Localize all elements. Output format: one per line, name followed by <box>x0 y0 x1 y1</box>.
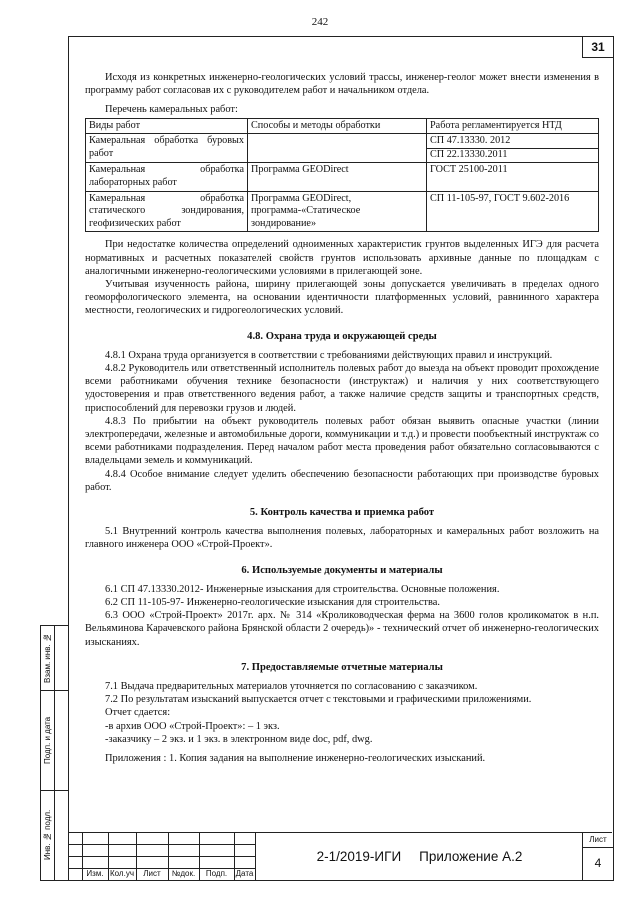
page-number: 242 <box>311 16 329 28</box>
report-copy-archive: -в архив ООО «Строй-Проект»: – 1 экз. <box>105 720 280 732</box>
table-header-cell: Способы и методы обработки <box>248 118 427 134</box>
work-method <box>248 134 427 163</box>
ntd-line: СП 47.13330. 2012 <box>427 135 598 149</box>
work-ntd <box>427 134 599 163</box>
work-type: Камеральная обработка буровых работ <box>89 135 244 159</box>
document-body <box>85 71 599 765</box>
work-ntd: ГОСТ 25100-2011 <box>427 163 599 191</box>
table-header-cell: Работа регламентируется НТД <box>427 118 599 134</box>
work-method: Программа GEODirect <box>248 163 427 191</box>
table-header-cell: Виды работ <box>86 118 248 134</box>
stamp-inv-podl: Инв. № подл. <box>43 809 52 861</box>
report-copy-customer: -заказчику – 2 экз. и 1 экз. в электронном виде doc, pdf, dwg. <box>105 733 373 745</box>
paragraph-7-2: 7.2 По результатам изысканий выпускается отчет с текстовыми и графическими приложениями. <box>105 694 532 706</box>
paragraph-5-1: 5.1 Внутренний контроль качества выполнения полевых, лабораторных и камеральных работ возложить на главного инженера ООО «Строй-Проект». <box>85 526 599 551</box>
sheet-cell <box>582 833 613 880</box>
doc-code-cell <box>255 833 583 880</box>
section-6-title: 6. Используемые документы и материалы <box>241 564 443 576</box>
side-stamp <box>40 625 69 881</box>
works-table <box>85 118 599 233</box>
page-frame <box>68 36 614 881</box>
title-block <box>68 832 612 880</box>
table-header-row <box>86 118 599 134</box>
work-method: Программа GEODirect, программа-«Статическое зондирование» <box>248 191 427 232</box>
tb-col-kol-uch: Кол.уч <box>110 869 134 878</box>
stamp-podp-data: Подп. и дата <box>43 716 52 764</box>
table-row <box>86 134 599 163</box>
section-4-8-title: 4.8. Охрана труда и окружающей среды <box>247 330 437 342</box>
paragraph-6-1: 6.1 СП 47.13330.2012- Инженерные изыскания для строительства. Основные положения. <box>105 583 500 595</box>
section-5-title: 5. Контроль качества и приемка работ <box>249 507 435 519</box>
work-type: Камеральная обработка статического зондирования, геофизических работ <box>89 192 244 229</box>
paragraph-6-2: 6.2 СП 11-105-97- Инженерно-геологические изыскания для строительства. <box>105 597 440 609</box>
report-delivery-label: Отчет сдается: <box>105 707 171 719</box>
stamp-inv-vzam: Взам. инв. № <box>43 633 52 683</box>
sheet-value: 4 <box>594 856 602 870</box>
section-7-title: 7. Предоставляемые отчетные материалы <box>241 661 443 673</box>
archive-paragraph: При недостатке количества определений одноименных характеристик грунтов выделенных ИГЭ для расчета нормативных и расчетных показателей свойств грунтов использовать архивные данные по площадкам с аналогичными инженерно-геологическими условиями в прилегающей зоне. <box>85 239 599 277</box>
works-table-caption: Перечень камеральных работ: <box>105 104 238 116</box>
paragraph-4-8-1: 4.8.1 Охрана труда организуется в соответствии с требованиями действующих правил и инструкций. <box>105 349 553 361</box>
work-ntd: СП 11-105-97, ГОСТ 9.602-2016 <box>427 191 599 232</box>
sheet-number: 31 <box>582 37 613 58</box>
work-type: Камеральная обработка лабораторных работ <box>89 164 244 188</box>
tb-col-podp: Подп. <box>205 869 228 878</box>
paragraph-4-8-4: 4.8.4 Особое внимание следует уделить обеспечению безопасности работающих при производстве буровых работ. <box>85 468 599 493</box>
paragraph-4-8-2: 4.8.2 Руководитель или ответственный исполнитель полевых работ до выезда на объект проводит прохождение всеми работниками обучения технике безопасности (инструктаж) и наличия у них соответствующего удостоверения и прав ответственного ведения работ, а также наличие средств защиты и транспортных средств, приспособлений для перевозки грузов и людей. <box>85 362 599 414</box>
tb-col-data: Дата <box>235 869 254 878</box>
table-row <box>86 191 599 232</box>
appendix-line: Приложения : 1. Копия задания на выполнение инженерно-геологических изысканий. <box>105 753 486 765</box>
appendix-label: Приложение А.2 <box>419 849 523 864</box>
paragraph-4-8-3: 4.8.3 По прибытии на объект руководитель полевых работ обязан выявить опасные участки (линии электропередачи, железные и автомобильные дороги, коммуникации и т.д.) и провести пообъектный инструктаж со всеми работниками подразделения. Перед началом работ места проведения работ обязательно согласовываются с владельцами земель и коммуникаций. <box>85 415 599 467</box>
tb-col-ndok: №док. <box>171 869 196 878</box>
tb-col-izm: Изм. <box>86 869 104 878</box>
sheet-label: Лист <box>583 833 613 848</box>
table-row <box>86 163 599 191</box>
ntd-line: СП 22.13330.2011 <box>430 148 508 160</box>
tb-col-list: Лист <box>143 869 161 878</box>
doc-code: 2-1/2019-ИГИ <box>316 849 402 864</box>
paragraph-6-3: 6.3 ООО «Строй-Проект» 2017г. арх. № 314 «Кролиководческая ферма на 3600 голов кроликоматок в н.п. Вельяминова Карачевского района Брянской области 2 очередь)» - технический отчет об инженерно-геологических изысканиях. <box>85 610 599 648</box>
paragraph-7-1: 7.1 Выдача предварительных материалов уточняется по согласованию с заказчиком. <box>105 681 478 693</box>
intro-paragraph: Исходя из конкретных инженерно-геологических условий трассы, инженер-геолог может внести изменения в программу работ согласовав их с руководителем работ и начальником отдела. <box>85 72 599 97</box>
zone-paragraph: Учитывая изученность района, ширину прилегающей зоны допускается увеличивать в пределах одного геоморфологического элемента, на основании идентичности платформенных условий, равнинного характера местности, геологических и гидрогеологических условий. <box>85 278 599 317</box>
